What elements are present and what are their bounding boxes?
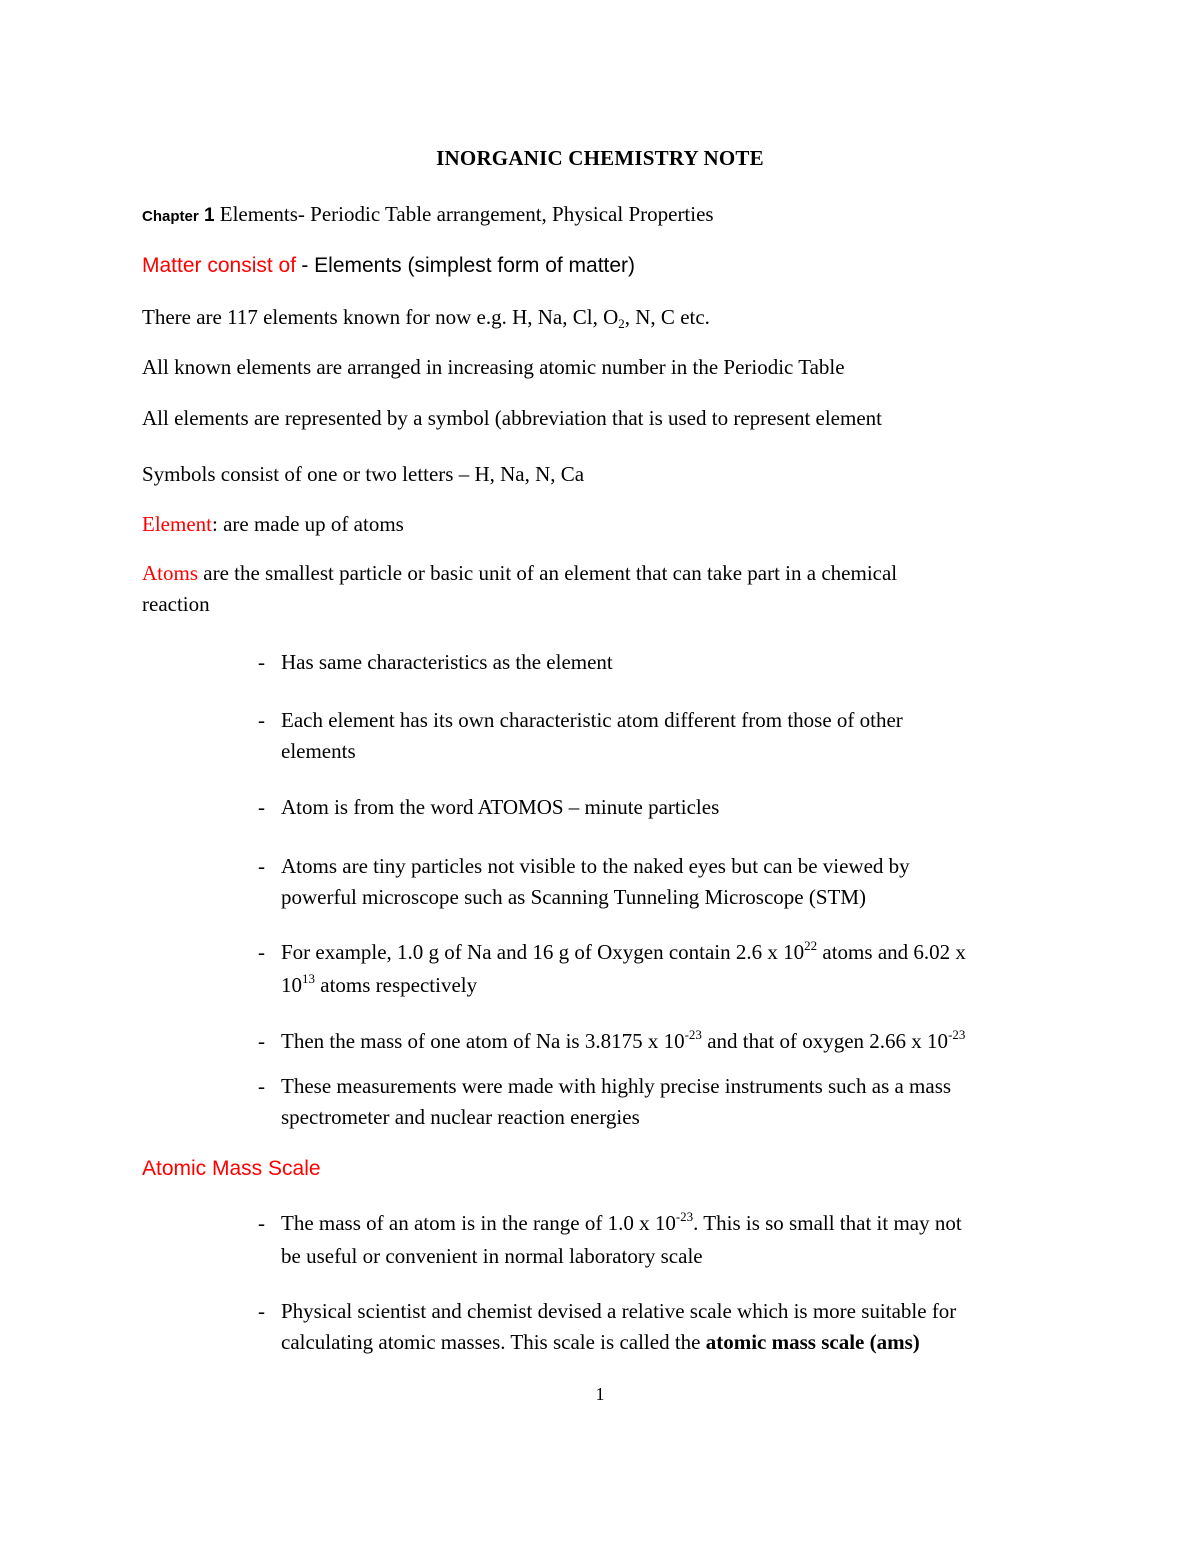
bullet-text: Has same characteristics as the element [281, 650, 613, 674]
exponent: 13 [302, 971, 315, 986]
chapter-text: Elements- Periodic Table arrangement, Physical Properties [219, 202, 714, 226]
symbols-letters-line: Symbols consist of one or two letters – H, Na, N, Ca [142, 462, 585, 486]
oxygen-subscript: 2 [618, 316, 625, 331]
chapter-number: 1 [203, 205, 215, 226]
chapter-line [142, 199, 1057, 232]
document-title: INORGANIC CHEMISTRY NOTE [436, 146, 764, 170]
chapter-label: Chapter [142, 208, 199, 225]
symbols-represent-line: All elements are represented by a symbol (abbreviation that is used to represent element [142, 406, 882, 430]
elements-count-tail: , N, C etc. [624, 305, 710, 329]
elements-count-text: There are 117 elements known for now e.g. H, Na, Cl, O [142, 305, 619, 329]
matter-line [142, 250, 1057, 281]
ams-term: atomic mass scale (ams) [705, 1330, 920, 1354]
bullet-text: For example, 1.0 g of Na and 16 g of Oxygen contain 2.6 x $10^{22}$ atoms and 6.02 x $10^{13}$ atoms respectively [281, 938, 966, 997]
exponent: -23 [684, 1027, 702, 1042]
bullet-text: Then the mass of one atom of Na is 3.8175 x $10^{-23}$ and that of oxygen 2.66 x $10^{-23}$ [281, 1027, 966, 1053]
exponent: -23 [675, 1209, 694, 1224]
matter-label: Matter consist of [142, 254, 297, 277]
atoms-label: Atoms [142, 561, 199, 585]
exponent: -23 [948, 1027, 966, 1042]
atoms-text-line2: reaction [142, 592, 210, 616]
element-definition [142, 509, 1057, 540]
document-page: INORGANIC CHEMISTRY NOTE Chapter 1 Elements- Periodic Table arrangement, Physical Properties Matter consist of - Elements (simplest form of matter) There are 117 elements known for now e.g. H, Na, Cl, $O_2$, N, C etc. All known elements are arranged in increasing atomic number in the Periodic Table All elements are represented by a symbol (abbreviation that is used to represent element Symbols consist of one or two letters – H, Na, N, Ca Element: are made up of atoms Atoms are the smallest particle or basic unit of an element that can take part in a chemical reaction - Has same characteristics as the element - Each element has its own characteristic atom different from those of other elements - Atom is from the word ATOMOS – minute particles - Atoms are tiny particles not visible to the naked eyes but can be viewed by powerful microscope such as Scanning Tunneling Microscope (STM) - For example, 1.0 g of Na and 16 g of Oxygen contain 2.6 x $10^{22}$ atoms and 6.02 x $10^{13}$ atoms respectively - Then the mass of one atom of Na is 3.8175 x $10^{-23}$ and that of oxygen 2.66 x $10^{-23}$ - These measurements were made with highly precise instruments such as a mass spectrometer and nuclear reaction energies Atomic Mass Scale - The mass of an atom is in the range of 1.0 x $10^{-23}$. This is so small that it may not be useful or convenient in normal laboratory scale - Physical scientist and chemist devised a relative scale which is more suitable for calculating atomic masses. This scale is called the atomic mass scale (ams) 1 [0, 0, 1200, 1553]
matter-text: - Elements (simplest form of matter) [301, 254, 636, 277]
atoms-text-line1: are the smallest particle or basic unit of an element that can take part in a chemical [198, 561, 898, 585]
atoms-definition [142, 558, 1057, 620]
exponent: 22 [804, 938, 818, 953]
elements-count-line [142, 302, 1057, 335]
element-text: : are made up of atoms [211, 512, 404, 536]
bullet-text: Atom is from the word ATOMOS – minute particles [281, 795, 720, 819]
bullet-text: The mass of an atom is in the range of 1.0 x $10^{-23}$. This is so small that it may not be useful or convenient in normal laboratory scale [281, 1209, 962, 1268]
element-label: Element [142, 512, 212, 536]
atomic-mass-scale-heading: Atomic Mass Scale [142, 1157, 321, 1180]
bullet-text: These measurements were made with highly precise instruments such as a mass spectrometer and nuclear reaction energies [281, 1074, 952, 1129]
bullet-text: Each element has its own characteristic atom different from those of other elements [281, 708, 903, 763]
bullet-text: Physical scientist and chemist devised a relative scale which is more suitable for calculating atomic masses. This scale is called the atomic mass scale (ams) [281, 1299, 957, 1354]
bullet-text: Atoms are tiny particles not visible to the naked eyes but can be viewed by powerful microscope such as Scanning Tunneling Microscope (STM) [281, 854, 910, 909]
arranged-line: All known elements are arranged in increasing atomic number in the Periodic Table [142, 355, 845, 379]
page-number: 1 [595, 1384, 605, 1404]
